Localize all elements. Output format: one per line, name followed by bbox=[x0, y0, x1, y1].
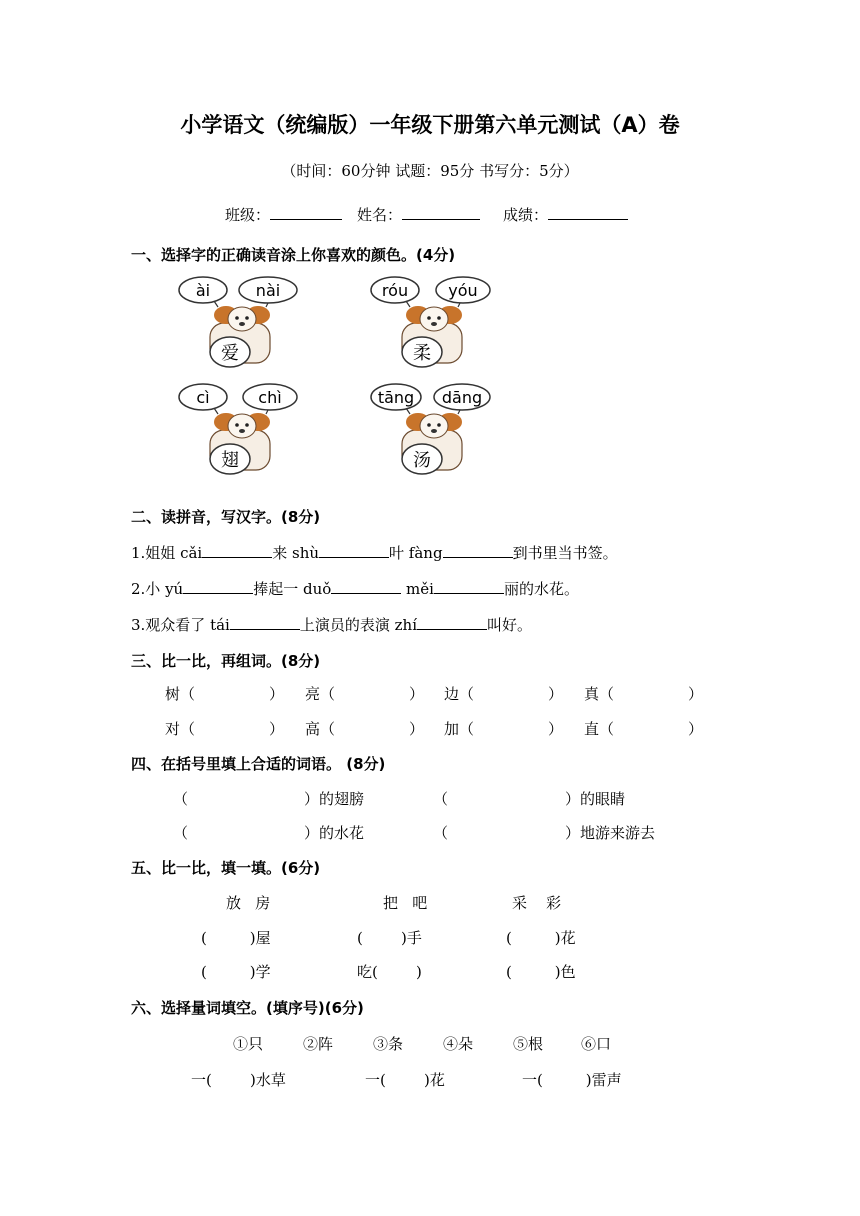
pinyin-dog-card-4 bbox=[370, 382, 500, 482]
word-group-item[interactable]: 高（ bbox=[305, 720, 336, 738]
answer-blank[interactable] bbox=[443, 543, 513, 558]
fill-item[interactable]: ( )屋 bbox=[201, 929, 271, 947]
section-5-heading: 五、比一比，填一填。(6分) bbox=[131, 859, 321, 877]
answer-blank[interactable] bbox=[202, 543, 272, 558]
pinyin-dog-card-1 bbox=[178, 275, 308, 375]
word-group-item[interactable]: 直（ bbox=[584, 720, 615, 738]
question-2-1: 1.姐姐 cǎi 来 shù 叶 fàng 到书里当书签。 bbox=[131, 544, 618, 562]
char-pair-1: 放 房 bbox=[226, 894, 271, 912]
fill-item[interactable]: ( )学 bbox=[201, 963, 271, 981]
word-group-item[interactable]: 真（ bbox=[584, 685, 615, 703]
fill-item[interactable]: 吃( ) bbox=[357, 963, 422, 981]
fill-phrase-c: ）的水花 bbox=[304, 824, 365, 842]
answer-blank[interactable] bbox=[230, 615, 300, 630]
fill-paren-open[interactable]: （ bbox=[433, 790, 449, 808]
fill-item[interactable]: 一( )花 bbox=[365, 1071, 445, 1089]
pinyin-option-4b[interactable]: dāng bbox=[441, 388, 483, 407]
pinyin-dog-card-2 bbox=[370, 275, 500, 375]
fill-paren-open[interactable]: （ bbox=[173, 790, 189, 808]
answer-blank[interactable] bbox=[331, 579, 401, 594]
fill-item[interactable]: ( )手 bbox=[357, 929, 422, 947]
fill-phrase-d: ）地游来游去 bbox=[565, 824, 656, 842]
measure-word-option: ⑤根 bbox=[513, 1035, 544, 1053]
close-paren: ） bbox=[688, 720, 704, 738]
word-group-item[interactable]: 对（ bbox=[165, 720, 196, 738]
answer-blank[interactable] bbox=[434, 579, 504, 594]
target-character-1: 爱 bbox=[221, 343, 239, 364]
page-title: 小学语文（统编版）一年级下册第六单元测试（A）卷 bbox=[180, 113, 680, 137]
word-group-item[interactable]: 边（ bbox=[444, 685, 475, 703]
close-paren: ） bbox=[688, 685, 704, 703]
answer-blank[interactable] bbox=[183, 579, 253, 594]
word-group-item[interactable]: 亮（ bbox=[305, 685, 336, 703]
fill-item[interactable]: ( )花 bbox=[506, 929, 576, 947]
close-paren: ） bbox=[548, 720, 564, 738]
section-3-heading: 三、比一比，再组词。(8分) bbox=[131, 652, 321, 670]
question-2-3: 3.观众看了 tái 上演员的表演 zhí 叫好。 bbox=[131, 616, 533, 634]
pinyin-option-2b[interactable]: yóu bbox=[448, 281, 478, 300]
section-4-heading: 四、在括号里填上合适的词语。 (8分) bbox=[131, 755, 386, 773]
measure-word-option: ⑥口 bbox=[581, 1035, 612, 1053]
word-group-item[interactable]: 加（ bbox=[444, 720, 475, 738]
score-field[interactable]: 成绩： bbox=[503, 204, 628, 225]
pinyin-option-2a[interactable]: róu bbox=[381, 281, 409, 300]
pinyin-option-3b[interactable]: chì bbox=[258, 388, 282, 407]
target-character-3: 翅 bbox=[221, 450, 239, 471]
section-1-heading: 一、选择字的正确读音涂上你喜欢的颜色。(4分) bbox=[131, 246, 456, 264]
class-field[interactable]: 班级： bbox=[225, 204, 342, 225]
pinyin-option-1a[interactable]: ài bbox=[195, 281, 211, 300]
pinyin-option-4a[interactable]: tāng bbox=[377, 388, 415, 407]
name-field[interactable]: 姓名： bbox=[357, 204, 480, 225]
pinyin-option-3a[interactable]: cì bbox=[196, 388, 210, 407]
section-6-heading: 六、选择量词填空。(填序号)(6分) bbox=[131, 999, 364, 1017]
question-2-2: 2.小 yú 捧起一 duǒ měi 丽的水花。 bbox=[131, 580, 579, 598]
answer-blank[interactable] bbox=[417, 615, 487, 630]
measure-word-option: ③条 bbox=[373, 1035, 404, 1053]
word-group-item[interactable]: 树（ bbox=[165, 685, 196, 703]
fill-paren-open[interactable]: （ bbox=[173, 824, 189, 842]
fill-phrase-a: ）的翅膀 bbox=[304, 790, 365, 808]
close-paren: ） bbox=[409, 720, 425, 738]
exam-meta: （时间：60分钟 试题：95分 书写分：5分） bbox=[281, 162, 579, 180]
close-paren: ） bbox=[269, 720, 285, 738]
target-character-4: 汤 bbox=[413, 450, 431, 471]
measure-word-option: ①只 bbox=[233, 1035, 264, 1053]
close-paren: ） bbox=[548, 685, 564, 703]
close-paren: ） bbox=[409, 685, 425, 703]
fill-phrase-b: ）的眼睛 bbox=[565, 790, 626, 808]
fill-item[interactable]: 一( )雷声 bbox=[522, 1071, 622, 1089]
close-paren: ） bbox=[269, 685, 285, 703]
section-2-heading: 二、读拼音，写汉字。(8分) bbox=[131, 508, 321, 526]
pinyin-dog-card-3 bbox=[178, 382, 308, 482]
fill-item[interactable]: 一( )水草 bbox=[191, 1071, 286, 1089]
measure-word-option: ④朵 bbox=[443, 1035, 474, 1053]
target-character-2: 柔 bbox=[413, 343, 431, 364]
fill-paren-open[interactable]: （ bbox=[433, 824, 449, 842]
pinyin-option-1b[interactable]: nài bbox=[255, 281, 281, 300]
char-pair-3: 采 彩 bbox=[512, 894, 562, 912]
fill-item[interactable]: ( )色 bbox=[506, 963, 576, 981]
answer-blank[interactable] bbox=[319, 543, 389, 558]
char-pair-2: 把 吧 bbox=[383, 894, 428, 912]
measure-word-option: ②阵 bbox=[303, 1035, 334, 1053]
